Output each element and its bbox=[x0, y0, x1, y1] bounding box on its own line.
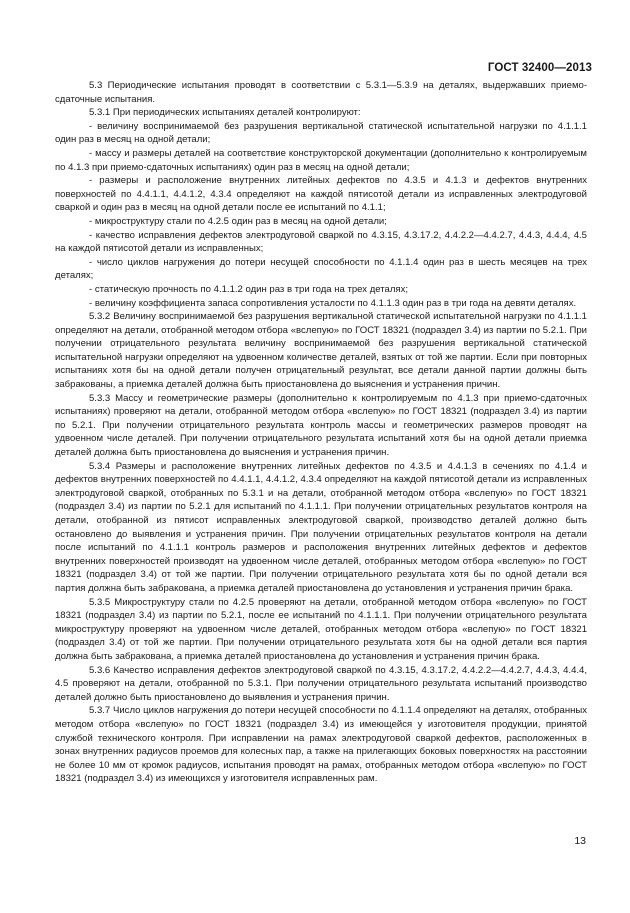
document-header: ГОСТ 32400—2013 bbox=[487, 62, 592, 74]
list-item: - массу и размеры деталей на соответствие конструкторской документации (дополнительно к контролируемым по 4.1.3 при приемо-сдаточных испытаниях) один раз в месяц на одной детали; bbox=[55, 147, 587, 173]
section-5-3-1: 5.3.1 При периодических испытаниях деталей контролируют: bbox=[89, 107, 361, 119]
list-item: - величину воспринимаемой без разрушения вертикальной статической испытательной нагрузки по 4.1.1.1 один раз в месяц на одной детали; bbox=[55, 120, 587, 146]
section-5-3-7: 5.3.7 Число циклов нагружения до потери несущей способности по 4.1.1.4 определяют на деталях, отобранных методом отбора «вслепую» по ГОСТ 18321 (подраздел 3.4) из имеющейся у изготовителя продукции, принятой службой технического контроля. При исправлении на рамах электродуговой сваркой дефектов, расположенных в зонах внутренних радиусов проемов для колесных пар, а также на прилегающих боковых поверхностях на расстоянии не более 10 мм от кромок радиусов, испытания проводят на рамах, отобранных методом отбора «вслепую» по ГОСТ 18321 (подраздел 3.4) из имеющихся у изготовителя исправленных рам. bbox=[55, 705, 587, 785]
list-item: - размеры и расположение внутренних литейных дефектов по 4.3.5 и 4.1.3 и дефектов внутренних поверхностей по 4.4.1.1, 4.4.1.2, 4.3.4 определяют на каждой пятисотой детали из исправленных электродуговой сваркой и один раз в месяц на одной детали после ее испытаний по 4.1.1; bbox=[55, 175, 587, 214]
list-item: - число циклов нагружения до потери несущей способности по 4.1.1.4 один раз в шесть месяцев на трех деталях; bbox=[55, 256, 587, 282]
list-item: - качество исправления дефектов электродуговой сваркой по 4.3.15, 4.3.17.2, 4.4.2.2—4.4.2.7, 4.4.3, 4.4.4, 4.5 на каждой пятисотой детали из исправленных; bbox=[55, 229, 587, 255]
list-item: - величину коэффициента запаса сопротивления усталости по 4.1.1.3 один раз в три года на девяти деталях. bbox=[89, 297, 577, 309]
section-5-3-3: 5.3.3 Массу и геометрические размеры (дополнительно к контролируемым по 4.1.3 при приемо-сдаточных испытаниях) проверяют на детали, отобранной методом отбора «вслепую» по ГОСТ 18321 (подраздел 3.4) из партии по 5.2.1. При получении отрицательного результата контроль массы и геометрических размеров проводят на удвоенном числе деталей. При получении отрицательного результата испытаний хотя бы на одной детали приемка деталей должна быть приостановлена до выяснения и устранения причин. bbox=[55, 392, 587, 459]
section-5-3-5: 5.3.5 Микроструктуру стали по 4.2.5 проверяют на детали, отобранной методом отбора «вслепую» по ГОСТ 18321 (подраздел 3.4) из партии по 5.2.1, после ее испытаний по 4.1.1.1. При получении отрицательного результата микроструктуру проверяют на удвоенном числе деталей, отобранных методом отбора «вслепую» по ГОСТ 18321 (подраздел 3.4) от той же партии. При получении отрицательного результата хотя бы на одной детали вся партия должна быть забракована, а приемка деталей приостановлена до установления и устранения причин брака. bbox=[55, 596, 587, 662]
section-5-3: 5.3 Периодические испытания проводят в соответствии с 5.3.1—5.3.9 на деталях, выдержавших приемо-сдаточные испытания. bbox=[55, 80, 587, 105]
document-body bbox=[55, 79, 587, 786]
list-item: - статическую прочность по 4.1.1.2 один раз в три года на трех деталях; bbox=[89, 283, 408, 295]
list-item: - микроструктуру стали по 4.2.5 один раз в месяц на одной детали; bbox=[89, 215, 387, 227]
section-5-3-6: 5.3.6 Качество исправления дефектов электродуговой сваркой по 4.3.15, 4.3.17.2, 4.4.2.2—4.4.2.7, 4.4.3, 4.4.4, 4.5 проверяют на детали, отобранной по 5.3.1. При получении отрицательного результата испытаний производство деталей должно быть приостановлено до выявления и устранения причин. bbox=[55, 664, 587, 703]
section-5-3-2: 5.3.2 Величину воспринимаемой без разрушения вертикальной статической испытательной нагрузки по 4.1.1.1 определяют на детали, отобранной методом отбора «вслепую» по ГОСТ 18321 (подраздел 3.4) из партии по 5.2.1. При получении отрицательного результата величину воспринимаемой без разрушения вертикальной статической испытательной нагрузки определяют на удвоенном количестве деталей, взятых от той же партии. Если при повторных испытаниях хотя бы на одной детали получен отрицательный результат, все детали данной партии должны быть забракованы, а приемка деталей должна быть приостановлена до выяснения и устранения причин. bbox=[55, 311, 587, 391]
section-5-3-4: 5.3.4 Размеры и расположение внутренних литейных дефектов по 4.3.5 и 4.4.1.3 в сечениях по 4.1.4 и дефектов внутренних поверхностей по 4.4.1.1, 4.4.1.2, 4.3.4 определяют на каждой пятисотой детали из исправленных электродуговой сваркой, отобранных по 5.3.1 и на детали, отобранной методом отбора «вслепую» по ГОСТ 18321 (подраздел 3.4) из партии по 5.2.1 для испытаний по 4.1.1.1. При получении отрицательных результатов контроля на детали, отобранной из пятисот исправленных электродуговой сваркой, производство деталей должно быть остановлено до выявления и устранения причин. При получении отрицательных результатов контроля на детали после испытаний по 4.1.1.1 контроль размеров и расположения внутренних литейных дефектов и дефектов внутренних поверхностей производят на удвоенном числе деталей, отобранных методом отбора «вслепую» по ГОСТ 18321 (подраздел 3.4) от той же партии. При получении отрицательного результата хотя бы по одной детали вся партия должна быть забракована, а приемка деталей приостановлена до установления и устранения причин брака. bbox=[55, 460, 587, 594]
page-number: 13 bbox=[574, 835, 586, 847]
